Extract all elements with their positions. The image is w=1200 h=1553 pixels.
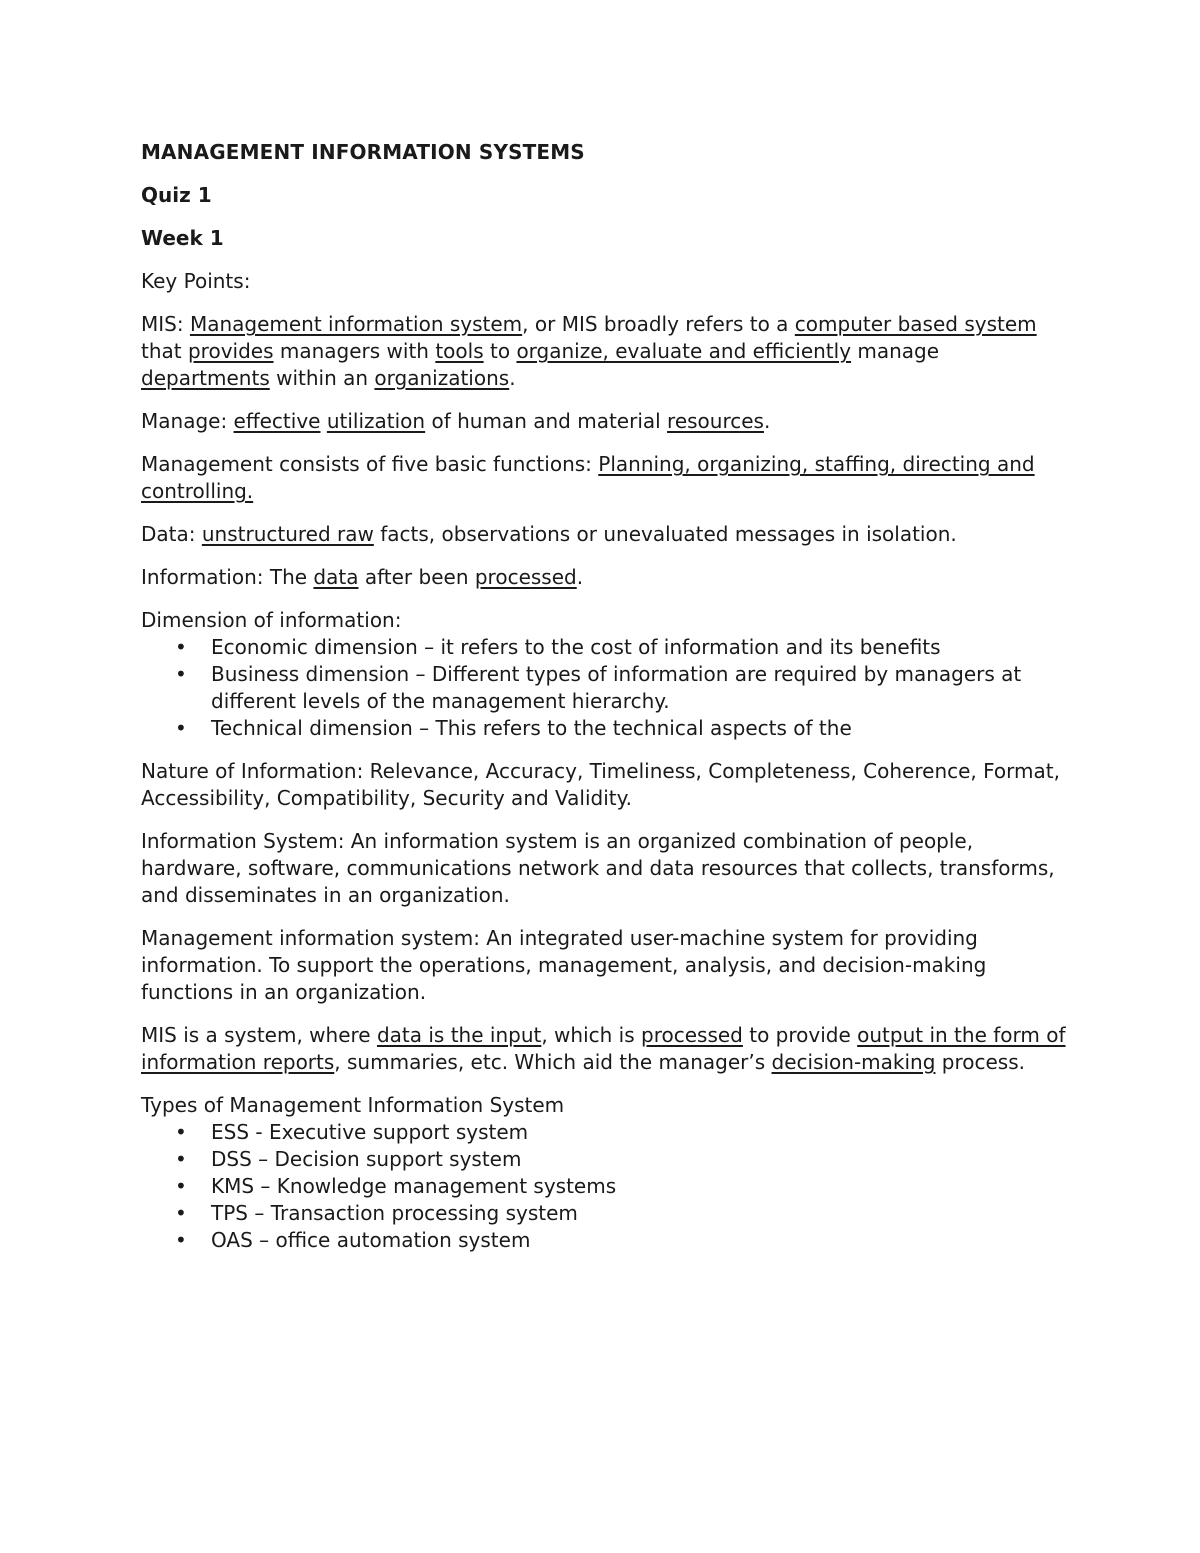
list-item-text: DSS – Decision support system — [211, 1147, 522, 1171]
text-run: MIS: — [141, 312, 190, 336]
underlined-term: departments — [141, 366, 270, 390]
mis-system-paragraph — [141, 1022, 1071, 1076]
bullet-icon: • — [175, 1228, 187, 1252]
text-run: to — [483, 339, 517, 363]
list-item — [141, 1173, 1071, 1200]
underlined-term: provides — [187, 339, 274, 363]
text-run: , or MIS broadly refers to a — [522, 312, 795, 336]
underlined-term: Management information system — [189, 312, 523, 336]
text-run: manage — [851, 339, 940, 363]
document-title: MANAGEMENT INFORMATION SYSTEMS — [141, 140, 585, 164]
bullet-icon: • — [175, 1147, 187, 1171]
text-run: Manage: — [141, 409, 234, 433]
list-item — [141, 634, 1071, 661]
data-paragraph — [141, 521, 1071, 548]
text-run: . — [576, 565, 584, 589]
mis-paragraph — [141, 311, 1071, 392]
key-points-label: Key Points: — [141, 269, 251, 293]
underlined-term: output in the form of information reports — [141, 1023, 1066, 1074]
document-content — [141, 139, 1071, 1270]
underlined-term: Planning, organizing, staffing, directing and controlling. — [141, 452, 1035, 503]
underlined-term: effective — [233, 409, 321, 433]
underlined-term: processed — [641, 1023, 743, 1047]
bullet-icon: • — [175, 635, 187, 659]
list-item-text: TPS – Transaction processing system — [211, 1201, 578, 1225]
list-item — [141, 661, 1071, 715]
underlined-term: unstructured raw — [201, 522, 374, 546]
text-run: , which is — [541, 1023, 642, 1047]
text-run: MIS is a system, where — [141, 1023, 377, 1047]
text-run: after been — [358, 565, 475, 589]
list-item-text: Technical dimension – This refers to the technical aspects of the — [211, 716, 852, 740]
mis-definition-paragraph: Management information system: An integrated user-machine system for providing information. To support the operations, management, analysis, and decision-making functions in an organization. — [141, 926, 987, 1004]
bullet-icon: • — [175, 716, 187, 740]
management-functions-paragraph — [141, 451, 1071, 505]
text-run: managers with — [273, 339, 436, 363]
list-item-text: KMS – Knowledge management systems — [211, 1174, 617, 1198]
list-item — [141, 1119, 1071, 1146]
text-run: that — [141, 339, 188, 363]
bullet-icon: • — [175, 1201, 187, 1225]
information-paragraph — [141, 564, 1071, 591]
underlined-term: resources — [667, 409, 764, 433]
list-item — [141, 1227, 1071, 1254]
text-run: facts, observations or unevaluated messages in isolation. — [373, 522, 957, 546]
manage-paragraph — [141, 408, 1071, 435]
underlined-term: data — [313, 565, 359, 589]
list-item-text: Business dimension – Different types of information are required by managers at different levels of the management hierarchy. — [211, 662, 1022, 713]
underlined-term: decision-making — [771, 1050, 936, 1074]
underlined-term: utilization — [326, 409, 426, 433]
nature-paragraph: Nature of Information: Relevance, Accuracy, Timeliness, Completeness, Coherence, Format, Accessibility, Compatibility, Security and Validity. — [141, 759, 1060, 810]
list-item-text: OAS – office automation system — [211, 1228, 531, 1252]
list-item-text: ESS - Executive support system — [211, 1120, 529, 1144]
quiz-heading: Quiz 1 — [141, 183, 212, 207]
underlined-term: organizations — [374, 366, 510, 390]
underlined-term: data is the input — [376, 1023, 542, 1047]
information-system-paragraph: Information System: An information system is an organized combination of people, hardware, software, communications network and data resources that collects, transforms, and disseminates in an organization. — [141, 829, 1055, 907]
text-run: . — [763, 409, 771, 433]
underlined-term: computer based system — [794, 312, 1037, 336]
dimension-title: Dimension of information: — [141, 608, 402, 632]
text-run: of human and material — [425, 409, 668, 433]
list-item — [141, 1146, 1071, 1173]
bullet-icon: • — [175, 1120, 187, 1144]
text-run: Management consists of five basic functions: — [141, 452, 599, 476]
text-run: to provide — [742, 1023, 858, 1047]
text-run: process. — [935, 1050, 1025, 1074]
text-run: Information: The — [141, 565, 314, 589]
types-list — [141, 1119, 1071, 1254]
text-run: Data: — [141, 522, 202, 546]
bullet-icon: • — [175, 662, 187, 686]
underlined-term: tools — [435, 339, 484, 363]
bullet-icon: • — [175, 1174, 187, 1198]
text-run: . — [509, 366, 516, 390]
dimension-list — [141, 634, 1071, 742]
text-run: , summaries, etc. Which aid the manager’s — [334, 1050, 772, 1074]
week-heading: Week 1 — [141, 226, 224, 250]
text-run: within an — [269, 366, 375, 390]
list-item — [141, 715, 1071, 742]
types-title: Types of Management Information System — [141, 1093, 565, 1117]
underlined-term: organize, evaluate and efficiently — [516, 339, 852, 363]
underlined-term: processed — [474, 565, 577, 589]
list-item — [141, 1200, 1071, 1227]
list-item-text: Economic dimension – it refers to the cost of information and its benefits — [211, 635, 941, 659]
